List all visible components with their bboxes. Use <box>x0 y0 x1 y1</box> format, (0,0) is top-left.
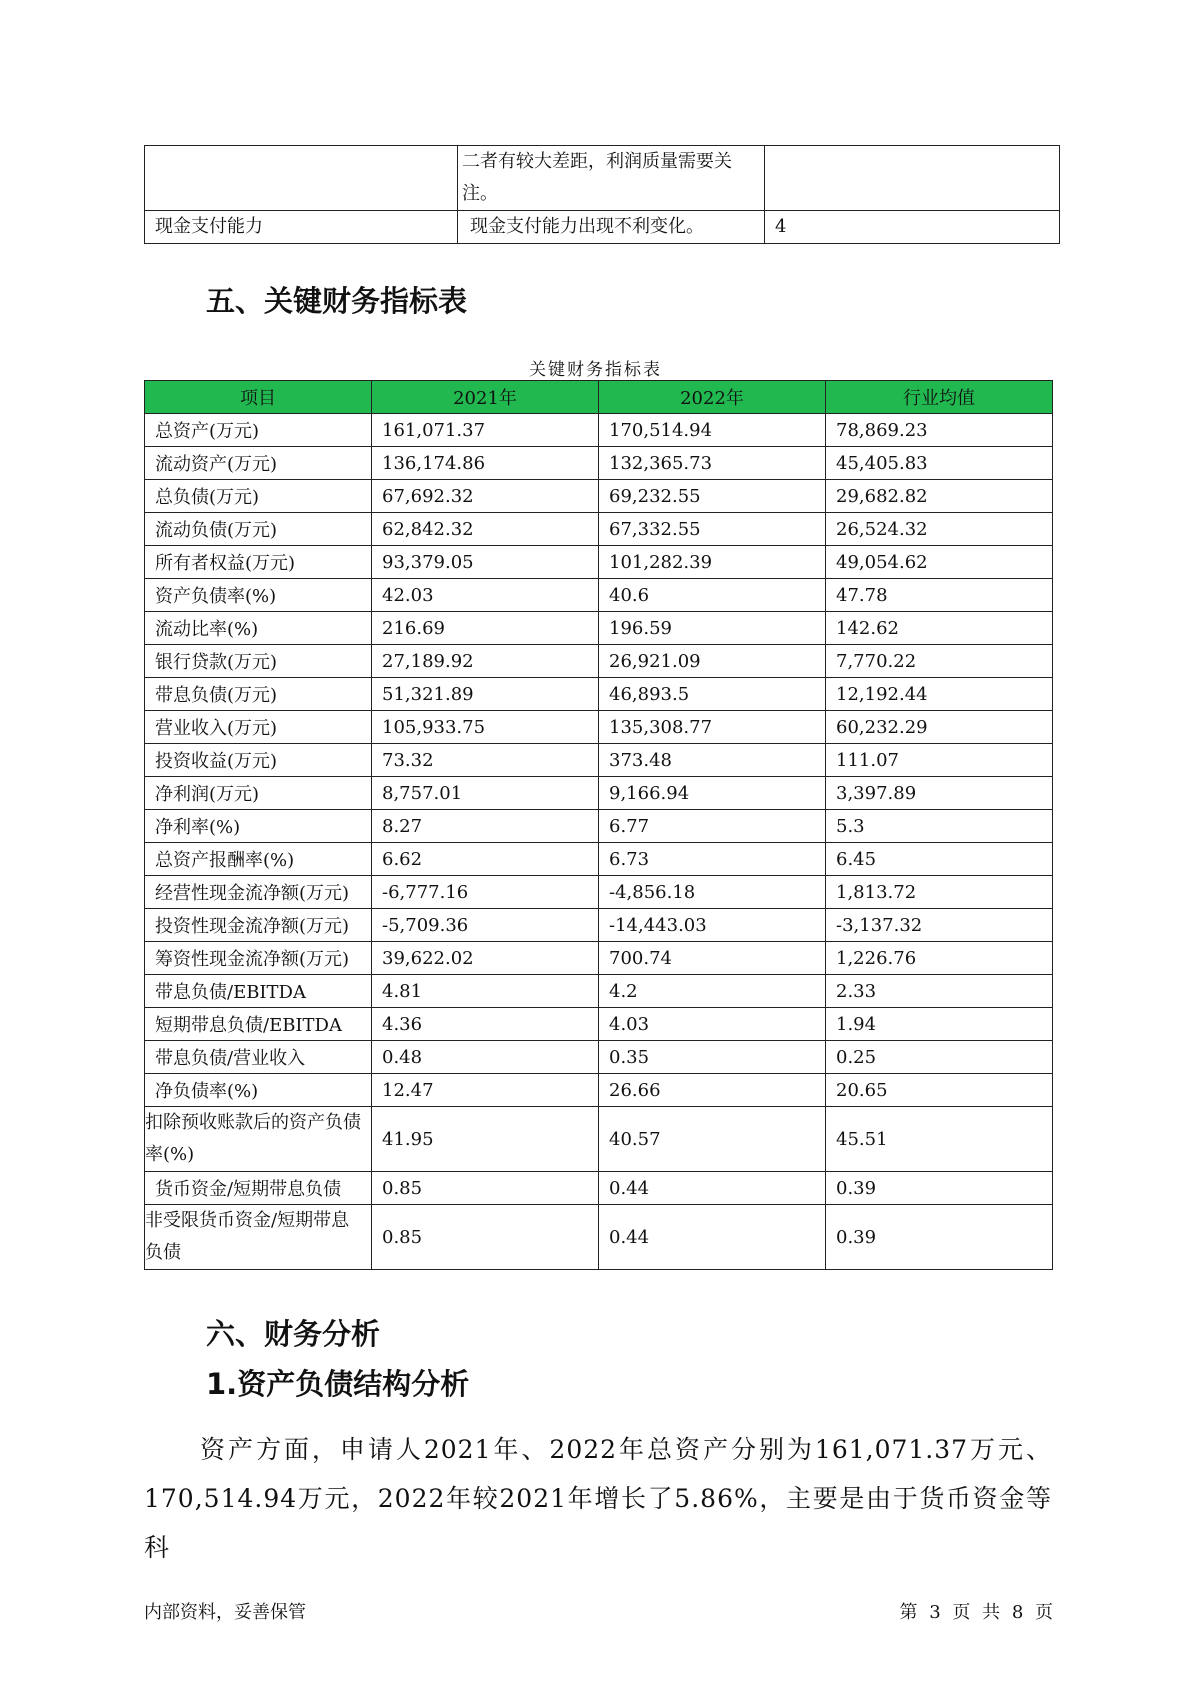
table-row <box>145 744 1053 777</box>
table-cell: 4.2 <box>599 975 826 1008</box>
table-cell: 101,282.39 <box>599 546 826 579</box>
table-row <box>145 942 1053 975</box>
row-label: 净负债率(%) <box>145 1074 372 1107</box>
table-row <box>145 447 1053 480</box>
row-label: 非受限货币资金/短期带息负债 <box>145 1205 372 1270</box>
table-cell: 29,682.82 <box>826 480 1053 513</box>
row-label: 扣除预收账款后的资产负债率(%) <box>145 1107 372 1172</box>
table-cell: 4 <box>765 211 1060 244</box>
row-label: 带息负债(万元) <box>145 678 372 711</box>
column-header: 2022年 <box>599 381 826 414</box>
table-cell: -6,777.16 <box>372 876 599 909</box>
table-row <box>145 513 1053 546</box>
table-cell: 132,365.73 <box>599 447 826 480</box>
row-label: 所有者权益(万元) <box>145 546 372 579</box>
row-label: 总资产报酬率(%) <box>145 843 372 876</box>
table-row <box>145 711 1053 744</box>
table-cell: 196.59 <box>599 612 826 645</box>
footer-page-number: 第 3 页 共 8 页 <box>899 1602 1053 1623</box>
table-cell: 142.62 <box>826 612 1053 645</box>
table-cell: 0.35 <box>599 1041 826 1074</box>
table-cell: 0.25 <box>826 1041 1053 1074</box>
row-label: 投资性现金流净额(万元) <box>145 909 372 942</box>
row-label: 流动资产(万元) <box>145 447 372 480</box>
table-cell: 9,166.94 <box>599 777 826 810</box>
table-row <box>145 480 1053 513</box>
table-cell: 8.27 <box>372 810 599 843</box>
table-cell: -14,443.03 <box>599 909 826 942</box>
table-cell: 7,770.22 <box>826 645 1053 678</box>
table-cell: 111.07 <box>826 744 1053 777</box>
table-row <box>145 810 1053 843</box>
table-cell: 135,308.77 <box>599 711 826 744</box>
table-cell: 0.48 <box>372 1041 599 1074</box>
table-cell: 2.33 <box>826 975 1053 1008</box>
table-cell: 62,842.32 <box>372 513 599 546</box>
table-cell: 4.36 <box>372 1008 599 1041</box>
risk-summary-table <box>144 145 1060 244</box>
table-cell: 40.6 <box>599 579 826 612</box>
table-cell: 0.39 <box>826 1172 1053 1205</box>
row-label: 资产负债率(%) <box>145 579 372 612</box>
table-row <box>145 1205 1053 1270</box>
row-label: 带息负债/营业收入 <box>145 1041 372 1074</box>
table-cell: 6.62 <box>372 843 599 876</box>
table-row <box>145 678 1053 711</box>
table-cell: 6.77 <box>599 810 826 843</box>
row-label: 流动比率(%) <box>145 612 372 645</box>
row-label: 总资产(万元) <box>145 414 372 447</box>
row-label: 净利润(万元) <box>145 777 372 810</box>
table-cell: 二者有较大差距，利润质量需要关注。 <box>458 146 765 211</box>
table-cell: -5,709.36 <box>372 909 599 942</box>
table-cell: 0.39 <box>826 1205 1053 1270</box>
table-caption: 关键财务指标表 <box>529 360 662 380</box>
table-cell: 27,189.92 <box>372 645 599 678</box>
kpi-table <box>144 380 1053 1270</box>
row-label: 银行贷款(万元) <box>145 645 372 678</box>
row-label: 短期带息负债/EBITDA <box>145 1008 372 1041</box>
table-cell: 170,514.94 <box>599 414 826 447</box>
table-row <box>145 843 1053 876</box>
table-cell: 6.45 <box>826 843 1053 876</box>
table-row <box>145 1041 1053 1074</box>
row-label: 经营性现金流净额(万元) <box>145 876 372 909</box>
table-row <box>145 211 1060 244</box>
table-cell: 26,921.09 <box>599 645 826 678</box>
table-cell: 0.44 <box>599 1205 826 1270</box>
table-cell: 60,232.29 <box>826 711 1053 744</box>
table-cell: 700.74 <box>599 942 826 975</box>
table-cell: 161,071.37 <box>372 414 599 447</box>
table-cell: 1.94 <box>826 1008 1053 1041</box>
table-row <box>145 777 1053 810</box>
table-row <box>145 1008 1053 1041</box>
table-cell <box>145 146 458 211</box>
table-row <box>145 975 1053 1008</box>
table-cell: 40.57 <box>599 1107 826 1172</box>
table-cell: 41.95 <box>372 1107 599 1172</box>
table-cell: 4.81 <box>372 975 599 1008</box>
table-cell: 45.51 <box>826 1107 1053 1172</box>
table-cell: 0.85 <box>372 1172 599 1205</box>
table-row <box>145 414 1053 447</box>
table-row <box>145 1074 1053 1107</box>
table-cell: 78,869.23 <box>826 414 1053 447</box>
table-cell: 73.32 <box>372 744 599 777</box>
table-cell: 26.66 <box>599 1074 826 1107</box>
table-cell: 93,379.05 <box>372 546 599 579</box>
table-row <box>145 909 1053 942</box>
table-cell: 373.48 <box>599 744 826 777</box>
table-cell: 0.44 <box>599 1172 826 1205</box>
row-label: 带息负债/EBITDA <box>145 975 372 1008</box>
table-row <box>145 645 1053 678</box>
table-cell: 3,397.89 <box>826 777 1053 810</box>
row-label: 筹资性现金流净额(万元) <box>145 942 372 975</box>
table-cell: 67,692.32 <box>372 480 599 513</box>
column-header: 2021年 <box>372 381 599 414</box>
table-row <box>145 1107 1053 1172</box>
table-row <box>145 612 1053 645</box>
table-cell: 12.47 <box>372 1074 599 1107</box>
row-label: 净利率(%) <box>145 810 372 843</box>
table-cell: 26,524.32 <box>826 513 1053 546</box>
table-cell: 6.73 <box>599 843 826 876</box>
column-header: 项目 <box>145 381 372 414</box>
table-cell: 42.03 <box>372 579 599 612</box>
table-cell: 1,813.72 <box>826 876 1053 909</box>
table-row <box>145 546 1053 579</box>
table-cell: 69,232.55 <box>599 480 826 513</box>
table-cell: 0.85 <box>372 1205 599 1270</box>
table-cell: 现金支付能力 <box>145 211 458 244</box>
table-cell: 45,405.83 <box>826 447 1053 480</box>
table-cell: 4.03 <box>599 1008 826 1041</box>
table-cell: 216.69 <box>372 612 599 645</box>
table-cell: 136,174.86 <box>372 447 599 480</box>
table-cell: 49,054.62 <box>826 546 1053 579</box>
table-header-row <box>145 381 1053 414</box>
table-cell: 105,933.75 <box>372 711 599 744</box>
column-header: 行业均值 <box>826 381 1053 414</box>
row-label: 流动负债(万元) <box>145 513 372 546</box>
table-row <box>145 146 1060 211</box>
body-paragraph: 资产方面，申请人2021年、2022年总资产分别为161,071.37万元、170,514.94万元，2022年较2021年增长了5.86%，主要是由于货币资金等科 <box>144 1435 1052 1562</box>
row-label: 总负债(万元) <box>145 480 372 513</box>
table-cell: 现金支付能力出现不利变化。 <box>458 211 765 244</box>
table-cell: 46,893.5 <box>599 678 826 711</box>
table-cell: 8,757.01 <box>372 777 599 810</box>
table-cell: -4,856.18 <box>599 876 826 909</box>
table-cell <box>765 146 1060 211</box>
table-cell: 47.78 <box>826 579 1053 612</box>
table-row <box>145 579 1053 612</box>
table-cell: -3,137.32 <box>826 909 1053 942</box>
row-label: 货币资金/短期带息负债 <box>145 1172 372 1205</box>
table-cell: 39,622.02 <box>372 942 599 975</box>
table-cell: 51,321.89 <box>372 678 599 711</box>
table-cell: 20.65 <box>826 1074 1053 1107</box>
row-label: 营业收入(万元) <box>145 711 372 744</box>
row-label: 投资收益(万元) <box>145 744 372 777</box>
table-cell: 12,192.44 <box>826 678 1053 711</box>
table-cell: 5.3 <box>826 810 1053 843</box>
table-row <box>145 876 1053 909</box>
subsection-title: 1.资产负债结构分析 <box>206 1367 470 1401</box>
section-title: 六、财务分析 <box>206 1317 381 1351</box>
table-cell: 67,332.55 <box>599 513 826 546</box>
table-row <box>145 1172 1053 1205</box>
section-title: 五、关键财务指标表 <box>206 284 468 318</box>
footer-confidential: 内部资料，妥善保管 <box>144 1602 306 1623</box>
table-cell: 1,226.76 <box>826 942 1053 975</box>
